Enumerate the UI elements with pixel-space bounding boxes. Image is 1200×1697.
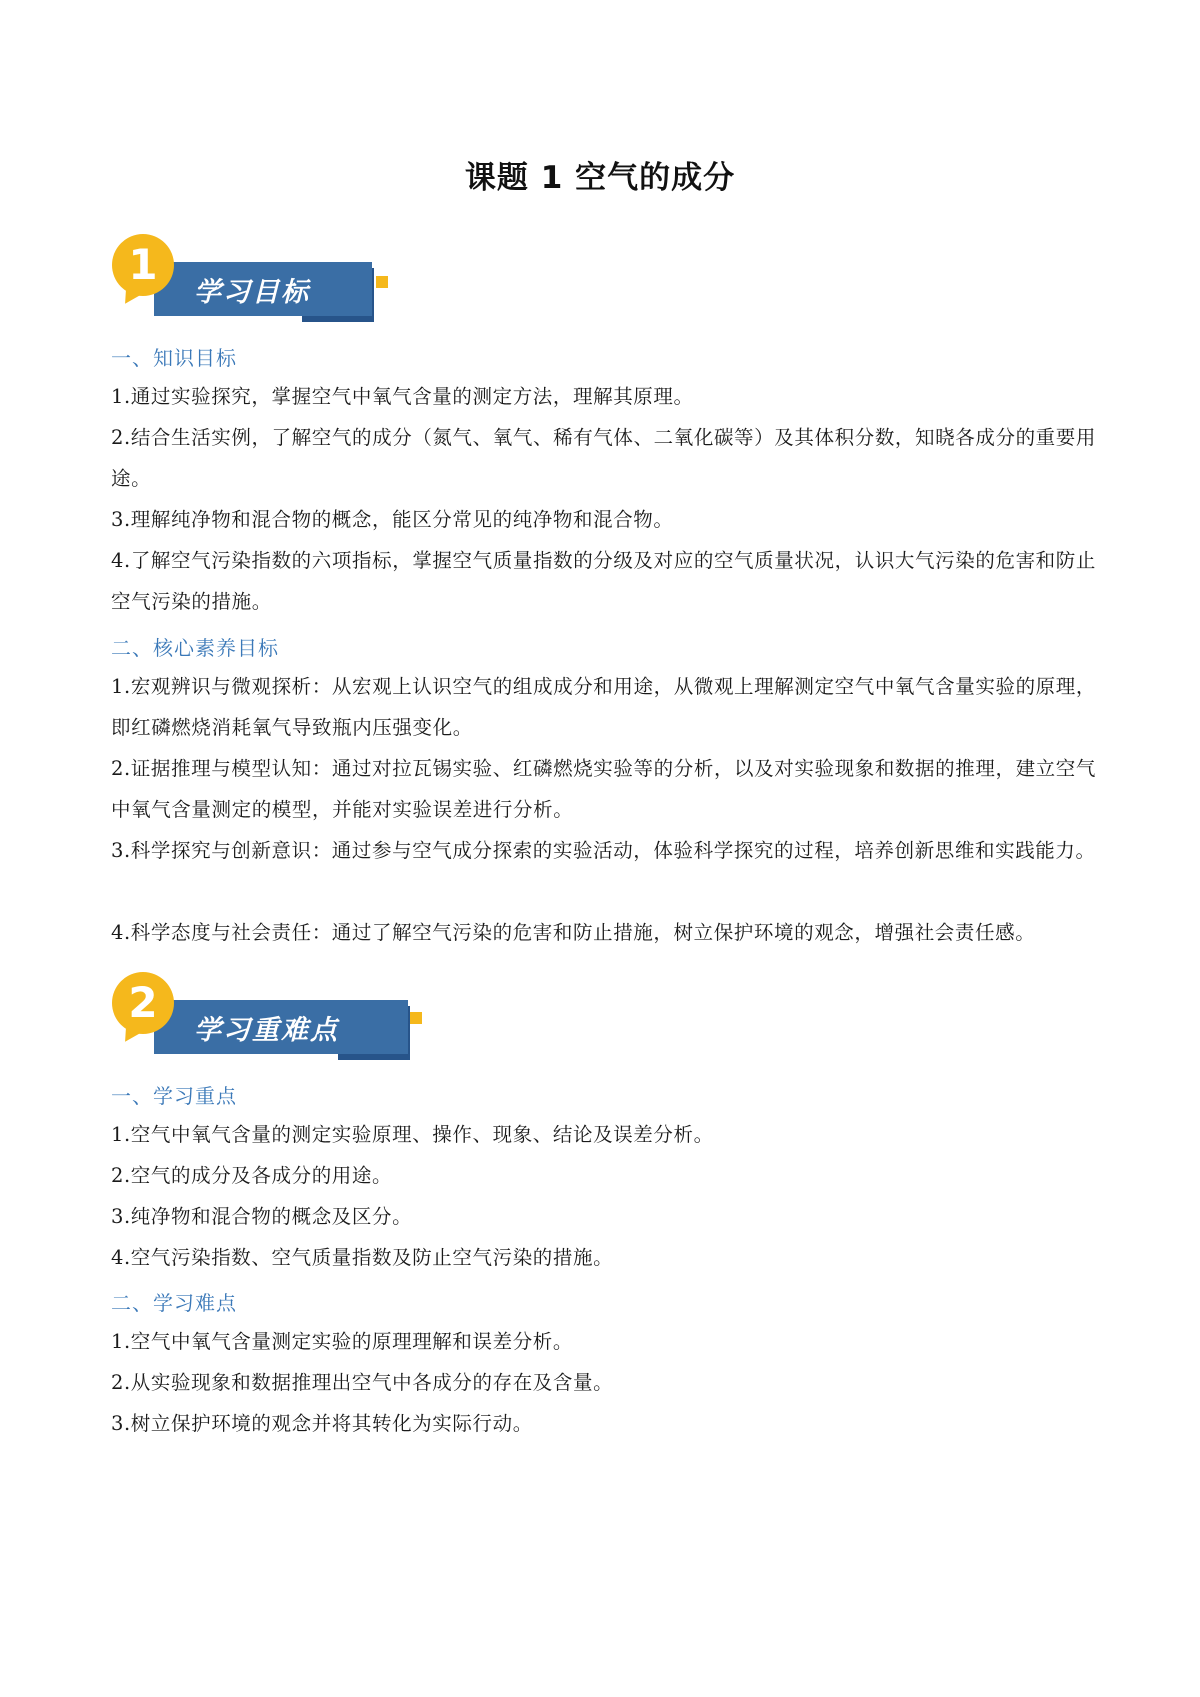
document-title: 课题 1 空气的成分	[464, 160, 736, 196]
section-heading: 学习重难点	[194, 1015, 339, 1046]
section-number: 1	[128, 240, 158, 289]
list-item: 3.纯净物和混合物的概念及区分。	[111, 1205, 413, 1228]
subheading-difficulties: 二、学习难点	[111, 1291, 237, 1315]
list-item: 3.树立保护环境的观念并将其转化为实际行动。	[111, 1412, 533, 1435]
subheading-knowledge: 一、知识目标	[111, 346, 237, 370]
banner-accent-square	[410, 1012, 422, 1024]
list-item: 4.了解空气污染指数的六项指标，掌握空气质量指数的分级及对应的空气质量状况，认识大气污染的危害和防止空气污染的措施。	[111, 549, 1096, 613]
section-heading: 学习目标	[194, 277, 310, 308]
subheading-core-literacy: 二、核心素养目标	[111, 636, 279, 660]
list-item: 4.科学态度与社会责任：通过了解空气污染的危害和防止措施，树立保护环境的观念，增强社会责任感。	[111, 921, 1036, 944]
section-banner-objectives	[112, 234, 392, 324]
list-item: 1.空气中氧气含量测定实验的原理理解和误差分析。	[111, 1330, 574, 1353]
list-item: 1.通过实验探究，掌握空气中氧气含量的测定方法，理解其原理。	[111, 385, 694, 408]
list-item: 4.空气污染指数、空气质量指数及防止空气污染的措施。	[111, 1246, 614, 1269]
section-number: 2	[128, 978, 158, 1027]
list-item: 1.空气中氧气含量的测定实验原理、操作、现象、结论及误差分析。	[111, 1123, 714, 1146]
list-item: 3.科学探究与创新意识：通过参与空气成分探索的实验活动，体验科学探究的过程，培养创新思维和实践能力。	[111, 839, 1096, 862]
banner-accent-square	[376, 276, 388, 288]
list-item: 2.空气的成分及各成分的用途。	[111, 1164, 393, 1187]
subheading-key-points: 一、学习重点	[111, 1084, 237, 1108]
section-banner-key-points	[112, 972, 432, 1062]
list-item: 2.从实验现象和数据推理出空气中各成分的存在及含量。	[111, 1371, 614, 1394]
list-item: 2.证据推理与模型认知：通过对拉瓦锡实验、红磷燃烧实验等的分析，以及对实验现象和数据的推理，建立空气中氧气含量测定的模型，并能对实验误差进行分析。	[111, 757, 1096, 821]
list-item: 1.宏观辨识与微观探析：从宏观上认识空气的组成成分和用途，从微观上理解测定空气中氧气含量实验的原理，即红磷燃烧消耗氧气导致瓶内压强变化。	[111, 675, 1096, 739]
list-item: 2.结合生活实例，了解空气的成分（氮气、氧气、稀有气体、二氧化碳等）及其体积分数，知晓各成分的重要用途。	[111, 426, 1096, 490]
list-item: 3.理解纯净物和混合物的概念，能区分常见的纯净物和混合物。	[111, 508, 674, 531]
